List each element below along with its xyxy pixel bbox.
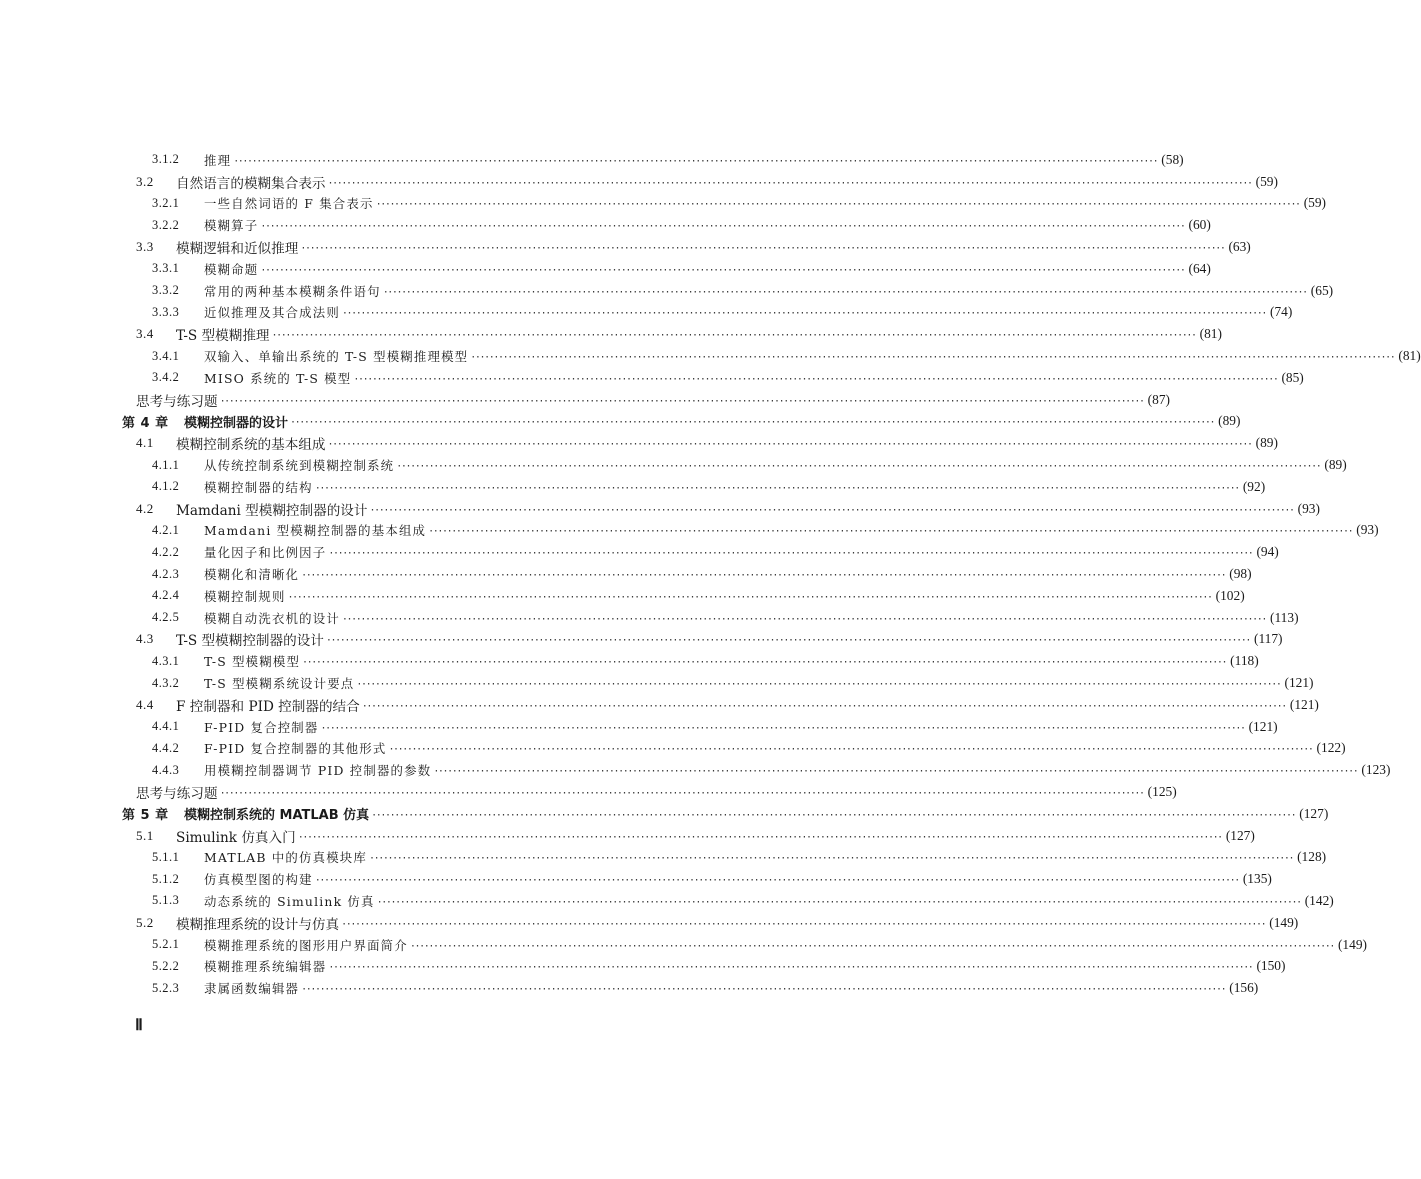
toc-title: MISO 系统的 T-S 模型 xyxy=(204,370,352,386)
toc-title: 模糊控制器的设计 xyxy=(184,415,289,431)
toc-entry xyxy=(0,563,1252,585)
toc-page-number: (128) xyxy=(1297,849,1327,865)
toc-page-number: (87) xyxy=(1147,391,1170,407)
toc-title: 用模糊控制器调节 PID 控制器的参数 xyxy=(204,763,432,779)
dot-leader: ········································································································································································································ xyxy=(341,613,1267,625)
toc-entry xyxy=(0,476,1266,498)
dot-leader: ········································································································································································································ xyxy=(260,221,1185,233)
toc-number: 3.4.2 xyxy=(152,370,180,385)
toc-entry xyxy=(0,890,1334,912)
toc-number: 4.2.5 xyxy=(152,610,180,625)
toc-page-number: (125) xyxy=(1147,784,1177,799)
toc-page-number: (156) xyxy=(1229,980,1259,996)
dot-leader: ········································································································································································································ xyxy=(382,286,1307,298)
toc-page-number: (123) xyxy=(1361,762,1391,778)
toc-number: 4.2.3 xyxy=(152,566,180,581)
toc-number: 4.3.2 xyxy=(152,675,180,690)
toc-entry-lead xyxy=(152,369,351,387)
toc-title: 模糊逻辑和近似推理 xyxy=(176,241,299,258)
toc-page-number: (59) xyxy=(1303,195,1326,211)
toc-entry xyxy=(0,498,1320,520)
toc-page-number: (149) xyxy=(1269,914,1299,930)
toc-entry-lead xyxy=(152,761,431,779)
dot-leader: ········································································································································································································ xyxy=(233,155,1158,167)
toc-title: 近似推理及其合成法则 xyxy=(204,305,340,321)
toc-page-number: (60) xyxy=(1188,217,1211,233)
toc-title: F-PID 复合控制器 xyxy=(204,719,319,735)
toc-number: 3.2.1 xyxy=(152,195,180,210)
toc-title: T-S 型模糊系统设计要点 xyxy=(204,676,355,692)
toc-number: 5.1 xyxy=(136,827,154,843)
toc-title: 模糊自动洗衣机的设计 xyxy=(204,610,340,626)
toc-entry xyxy=(0,345,1421,367)
dot-leader: ········································································································································································································ xyxy=(341,308,1267,320)
dot-leader: ········································································································································································································ xyxy=(388,744,1313,756)
dot-leader: ········································································································································································································ xyxy=(327,439,1252,451)
dot-leader: ········································································································································································································ xyxy=(353,373,1278,385)
toc-title: 常用的两种基本模糊条件语句 xyxy=(204,283,381,299)
dot-leader: ········································································································································································································ xyxy=(409,940,1334,952)
toc-number: 4.4.3 xyxy=(152,762,180,777)
toc-entry-lead xyxy=(152,870,313,888)
dot-leader: ········································································································································································································ xyxy=(320,722,1245,734)
dot-leader: ········································································································································································································ xyxy=(314,875,1239,887)
toc-entry xyxy=(0,236,1251,258)
toc-page-number: (118) xyxy=(1230,653,1259,669)
toc-title: Mamdani 型模糊控制器的设计 xyxy=(176,502,368,519)
toc-entry-lead xyxy=(136,433,326,453)
toc-page-number: (98) xyxy=(1229,566,1252,582)
dot-leader: ········································································································································································································ xyxy=(368,853,1294,865)
toc-page-number: (135) xyxy=(1242,871,1272,887)
toc-page-number: (93) xyxy=(1356,522,1379,538)
toc-page-number: (81) xyxy=(1199,326,1222,342)
dot-leader: ········································································································································································································ xyxy=(297,831,1222,843)
toc-entry xyxy=(0,149,1184,171)
toc-entry xyxy=(0,650,1259,672)
dot-leader: ········································································································································································································ xyxy=(356,679,1281,691)
toc-page-number: (102) xyxy=(1215,587,1245,603)
toc-number: 4.1.1 xyxy=(152,457,180,472)
dot-leader: ········································································································································································································ xyxy=(341,918,1266,930)
toc-number: 4.1 xyxy=(136,435,154,451)
dot-leader: ········································································································································································································ xyxy=(287,591,1212,603)
toc-page-number: (122) xyxy=(1316,740,1346,756)
toc-entry xyxy=(0,454,1347,476)
toc-entry-lead xyxy=(152,565,299,583)
toc-entry-lead xyxy=(152,674,354,692)
toc-title: 双输入、单输出系统的 T-S 型模糊推理模型 xyxy=(204,349,469,365)
dot-leader: ········································································································································································································ xyxy=(271,330,1196,342)
dot-leader: ········································································································································································································ xyxy=(290,417,1215,429)
toc-title: F-PID 复合控制器的其他形式 xyxy=(204,741,387,757)
toc-page-number: (127) xyxy=(1225,827,1255,843)
dot-leader: ········································································································································································································ xyxy=(325,635,1250,647)
toc-entry xyxy=(0,520,1379,542)
toc-title: 思考与练习题 xyxy=(136,393,218,410)
dot-leader: ········································································································································································································ xyxy=(260,264,1185,276)
dot-leader: ········································································································································································································ xyxy=(428,526,1353,538)
toc-entry-lead xyxy=(152,478,313,496)
toc-page-number: (121) xyxy=(1284,675,1314,691)
toc-title: 模糊推理系统的图形用户界面简介 xyxy=(204,937,408,953)
toc-entry xyxy=(0,302,1293,324)
toc-entry xyxy=(0,694,1319,716)
toc-title: 一些自然词语的 F 集合表示 xyxy=(204,196,374,212)
dot-leader: ········································································································································································································ xyxy=(433,766,1358,778)
toc-title: 模糊控制规则 xyxy=(204,588,286,604)
toc-entry-lead xyxy=(152,609,340,627)
toc-title: 从传统控制系统到模糊控制系统 xyxy=(204,458,395,474)
toc-entry xyxy=(0,759,1391,781)
toc-number: 5.1.1 xyxy=(152,849,180,864)
toc-number: 3.3 xyxy=(136,239,154,255)
toc-number: 第 5 章 xyxy=(122,808,169,824)
toc-number: 4.2.2 xyxy=(152,544,180,559)
toc-entry-lead xyxy=(152,892,375,910)
toc-page-number: (64) xyxy=(1188,260,1211,276)
dot-leader: ········································································································································································································ xyxy=(376,896,1301,908)
toc-chapter xyxy=(0,411,1241,433)
toc-page-number: (58) xyxy=(1161,151,1184,167)
toc-page-number: (59) xyxy=(1255,173,1278,189)
toc-entry-lead xyxy=(136,629,324,649)
toc-number: 5.2 xyxy=(136,914,154,930)
toc-entry-lead xyxy=(152,652,300,670)
dot-leader: ········································································································································································································ xyxy=(470,352,1395,364)
toc-entry xyxy=(0,280,1334,302)
toc-entry-lead xyxy=(152,587,286,605)
page-number: Ⅱ xyxy=(135,1017,143,1034)
dot-leader: ········································································································································································································ xyxy=(375,199,1300,211)
toc-title: T-S 型模糊推理 xyxy=(176,328,270,345)
toc-entry-lead xyxy=(136,913,339,933)
toc-page-number: (150) xyxy=(1256,958,1286,974)
toc-entry-lead xyxy=(136,826,296,846)
toc-number: 3.2.2 xyxy=(152,217,180,232)
toc-page-number: (113) xyxy=(1270,609,1299,625)
toc-number: 4.3.1 xyxy=(152,653,180,668)
toc-entry xyxy=(0,672,1314,694)
dot-leader: ········································································································································································································ xyxy=(300,243,1225,255)
toc-title: 模糊控制器的结构 xyxy=(204,479,313,495)
toc-page-number: (94) xyxy=(1256,544,1279,560)
toc-entry xyxy=(0,585,1245,607)
toc-page-number: (93) xyxy=(1297,500,1320,516)
toc-title: Simulink 仿真入门 xyxy=(176,829,296,846)
toc-title: T-S 型模糊模型 xyxy=(204,654,301,670)
toc-page-number: (85) xyxy=(1281,369,1304,385)
toc-title: 模糊算子 xyxy=(204,218,259,234)
dot-leader: ········································································································································································································ xyxy=(396,461,1321,473)
toc-number: 3.3.3 xyxy=(152,304,180,319)
toc-number: 5.2.3 xyxy=(152,980,180,995)
toc-title: T-S 型模糊控制器的设计 xyxy=(176,633,324,650)
toc-entry-lead xyxy=(152,151,231,169)
toc-page-number: (89) xyxy=(1324,457,1347,473)
dot-leader: ········································································································································································································ xyxy=(301,570,1226,582)
toc-title: 模糊推理系统的设计与仿真 xyxy=(176,916,340,933)
toc-number: 3.3.2 xyxy=(152,283,180,298)
dot-leader: ········································································································································································································ xyxy=(361,700,1286,712)
dot-leader: ········································································································································································································ xyxy=(327,177,1252,189)
toc-title: 隶属函数编辑器 xyxy=(204,981,300,997)
toc-entry-lead xyxy=(152,957,326,975)
toc-number: 4.4.1 xyxy=(152,719,180,734)
toc-number: 3.1.2 xyxy=(152,152,180,167)
toc-title: 模糊化和清晰化 xyxy=(204,567,300,583)
dot-leader: ········································································································································································································ xyxy=(219,788,1144,799)
toc-number: 5.1.3 xyxy=(152,893,180,908)
dot-leader: ········································································································································································································ xyxy=(371,809,1296,821)
toc-entry xyxy=(0,214,1211,236)
toc-entry xyxy=(0,171,1278,193)
toc-page-number: (65) xyxy=(1310,282,1334,298)
toc-entry xyxy=(0,323,1222,345)
toc-entry xyxy=(0,432,1278,454)
toc-entry xyxy=(0,716,1278,738)
dot-leader: ········································································································································································································ xyxy=(328,962,1253,974)
toc-number: 5.1.2 xyxy=(152,871,180,886)
toc-entry xyxy=(0,912,1299,934)
toc-entry-lead xyxy=(152,543,326,561)
toc-title: 量化因子和比例因子 xyxy=(204,545,327,561)
toc-title: MATLAB 中的仿真模块库 xyxy=(204,850,367,866)
toc-entry xyxy=(0,825,1255,847)
toc-page-number: (121) xyxy=(1289,696,1319,712)
toc-number: 3.2 xyxy=(136,173,154,189)
toc-entry-lead xyxy=(152,718,318,736)
toc-entry xyxy=(0,258,1211,280)
toc-entry-lead xyxy=(136,390,218,410)
toc-entry-lead xyxy=(122,412,288,431)
toc-number: 4.4 xyxy=(136,696,154,712)
toc-entry-lead xyxy=(152,194,374,212)
dot-leader: ········································································································································································································ xyxy=(302,657,1227,669)
toc-title: 自然语言的模糊集合表示 xyxy=(176,175,326,192)
toc-title: 仿真模型图的构建 xyxy=(204,872,313,888)
toc-page-number: (92) xyxy=(1242,478,1266,494)
toc-entry xyxy=(0,629,1283,651)
toc-title: 思考与练习题 xyxy=(136,786,218,802)
toc-number: 4.2.4 xyxy=(152,588,180,603)
toc-entry-lead xyxy=(152,347,468,365)
toc-chapter xyxy=(0,803,1329,825)
toc-number: 5.2.2 xyxy=(152,958,180,973)
toc-title: F 控制器和 PID 控制器的结合 xyxy=(176,698,360,715)
toc-title: 模糊推理系统编辑器 xyxy=(204,959,327,975)
toc-entry xyxy=(0,977,1259,999)
toc-page-number: (89) xyxy=(1218,413,1241,429)
toc-title: 模糊命题 xyxy=(204,261,259,277)
toc-title: 推理 xyxy=(204,152,232,168)
toc-number: 4.3 xyxy=(136,631,154,647)
toc-entry-lead xyxy=(136,499,368,519)
toc-entry-lead xyxy=(152,260,258,278)
toc-page-number: (117) xyxy=(1254,631,1283,647)
toc-entry-lead xyxy=(152,282,381,300)
toc-entry xyxy=(0,367,1304,389)
toc-entry xyxy=(0,193,1326,215)
toc-title: Mamdani 型模糊控制器的基本组成 xyxy=(204,523,427,539)
dot-leader: ········································································································································································································ xyxy=(301,984,1226,996)
toc-entry-lead xyxy=(152,739,386,757)
dot-leader: ········································································································································································································ xyxy=(369,504,1294,516)
table-of-contents xyxy=(0,149,1421,999)
toc-entry-lead xyxy=(152,216,258,234)
dot-leader: ········································································································································································································ xyxy=(328,548,1253,560)
toc-number: 5.2.1 xyxy=(152,937,180,952)
toc-number: 4.2 xyxy=(136,500,154,516)
toc-number: 4.4.2 xyxy=(152,740,180,755)
toc-entry-lead xyxy=(136,237,298,257)
dot-leader: ········································································································································································································ xyxy=(219,395,1144,407)
toc-entry xyxy=(0,934,1367,956)
toc-page-number: (89) xyxy=(1255,435,1278,451)
toc-page-number: (149) xyxy=(1337,936,1367,952)
toc-page-number: (81) xyxy=(1398,348,1421,364)
toc-page-number: (142) xyxy=(1304,892,1334,908)
toc-entry-lead xyxy=(152,456,394,474)
toc-entry xyxy=(0,955,1286,977)
toc-entry xyxy=(0,738,1346,760)
toc-number: 3.4 xyxy=(136,326,154,342)
toc-entry-lead xyxy=(152,521,426,539)
dot-leader: ········································································································································································································ xyxy=(314,482,1239,494)
toc-entry xyxy=(0,389,1170,411)
toc-number: 第 4 章 xyxy=(122,415,169,431)
toc-number: 4.1.2 xyxy=(152,479,180,494)
toc-entry xyxy=(0,607,1299,629)
toc-entry-lead xyxy=(152,936,408,954)
toc-number: 3.3.1 xyxy=(152,261,180,276)
toc-entry-lead xyxy=(136,324,270,344)
toc-page-number: (74) xyxy=(1270,304,1293,320)
toc-title: 模糊控制系统的 MATLAB 仿真 xyxy=(184,808,370,824)
toc-entry xyxy=(0,868,1272,890)
toc-entry-lead xyxy=(152,303,340,321)
toc-entry xyxy=(0,847,1327,869)
toc-entry-lead xyxy=(136,172,326,192)
toc-entry-lead xyxy=(136,695,360,715)
toc-title: 模糊控制系统的基本组成 xyxy=(176,437,326,454)
toc-entry-lead xyxy=(122,804,369,823)
toc-page-number: (121) xyxy=(1248,718,1278,734)
toc-entry-lead xyxy=(152,979,299,997)
toc-entry-lead xyxy=(152,848,367,866)
toc-entry-lead xyxy=(136,782,218,802)
toc-entry xyxy=(0,541,1279,563)
toc-title: 动态系统的 Simulink 仿真 xyxy=(204,893,375,909)
toc-number: 4.2.1 xyxy=(152,522,180,537)
toc-page-number: (127) xyxy=(1299,805,1329,821)
toc-page-number: (63) xyxy=(1228,239,1251,255)
toc-number: 3.4.1 xyxy=(152,348,180,363)
toc-entry xyxy=(0,781,1177,803)
